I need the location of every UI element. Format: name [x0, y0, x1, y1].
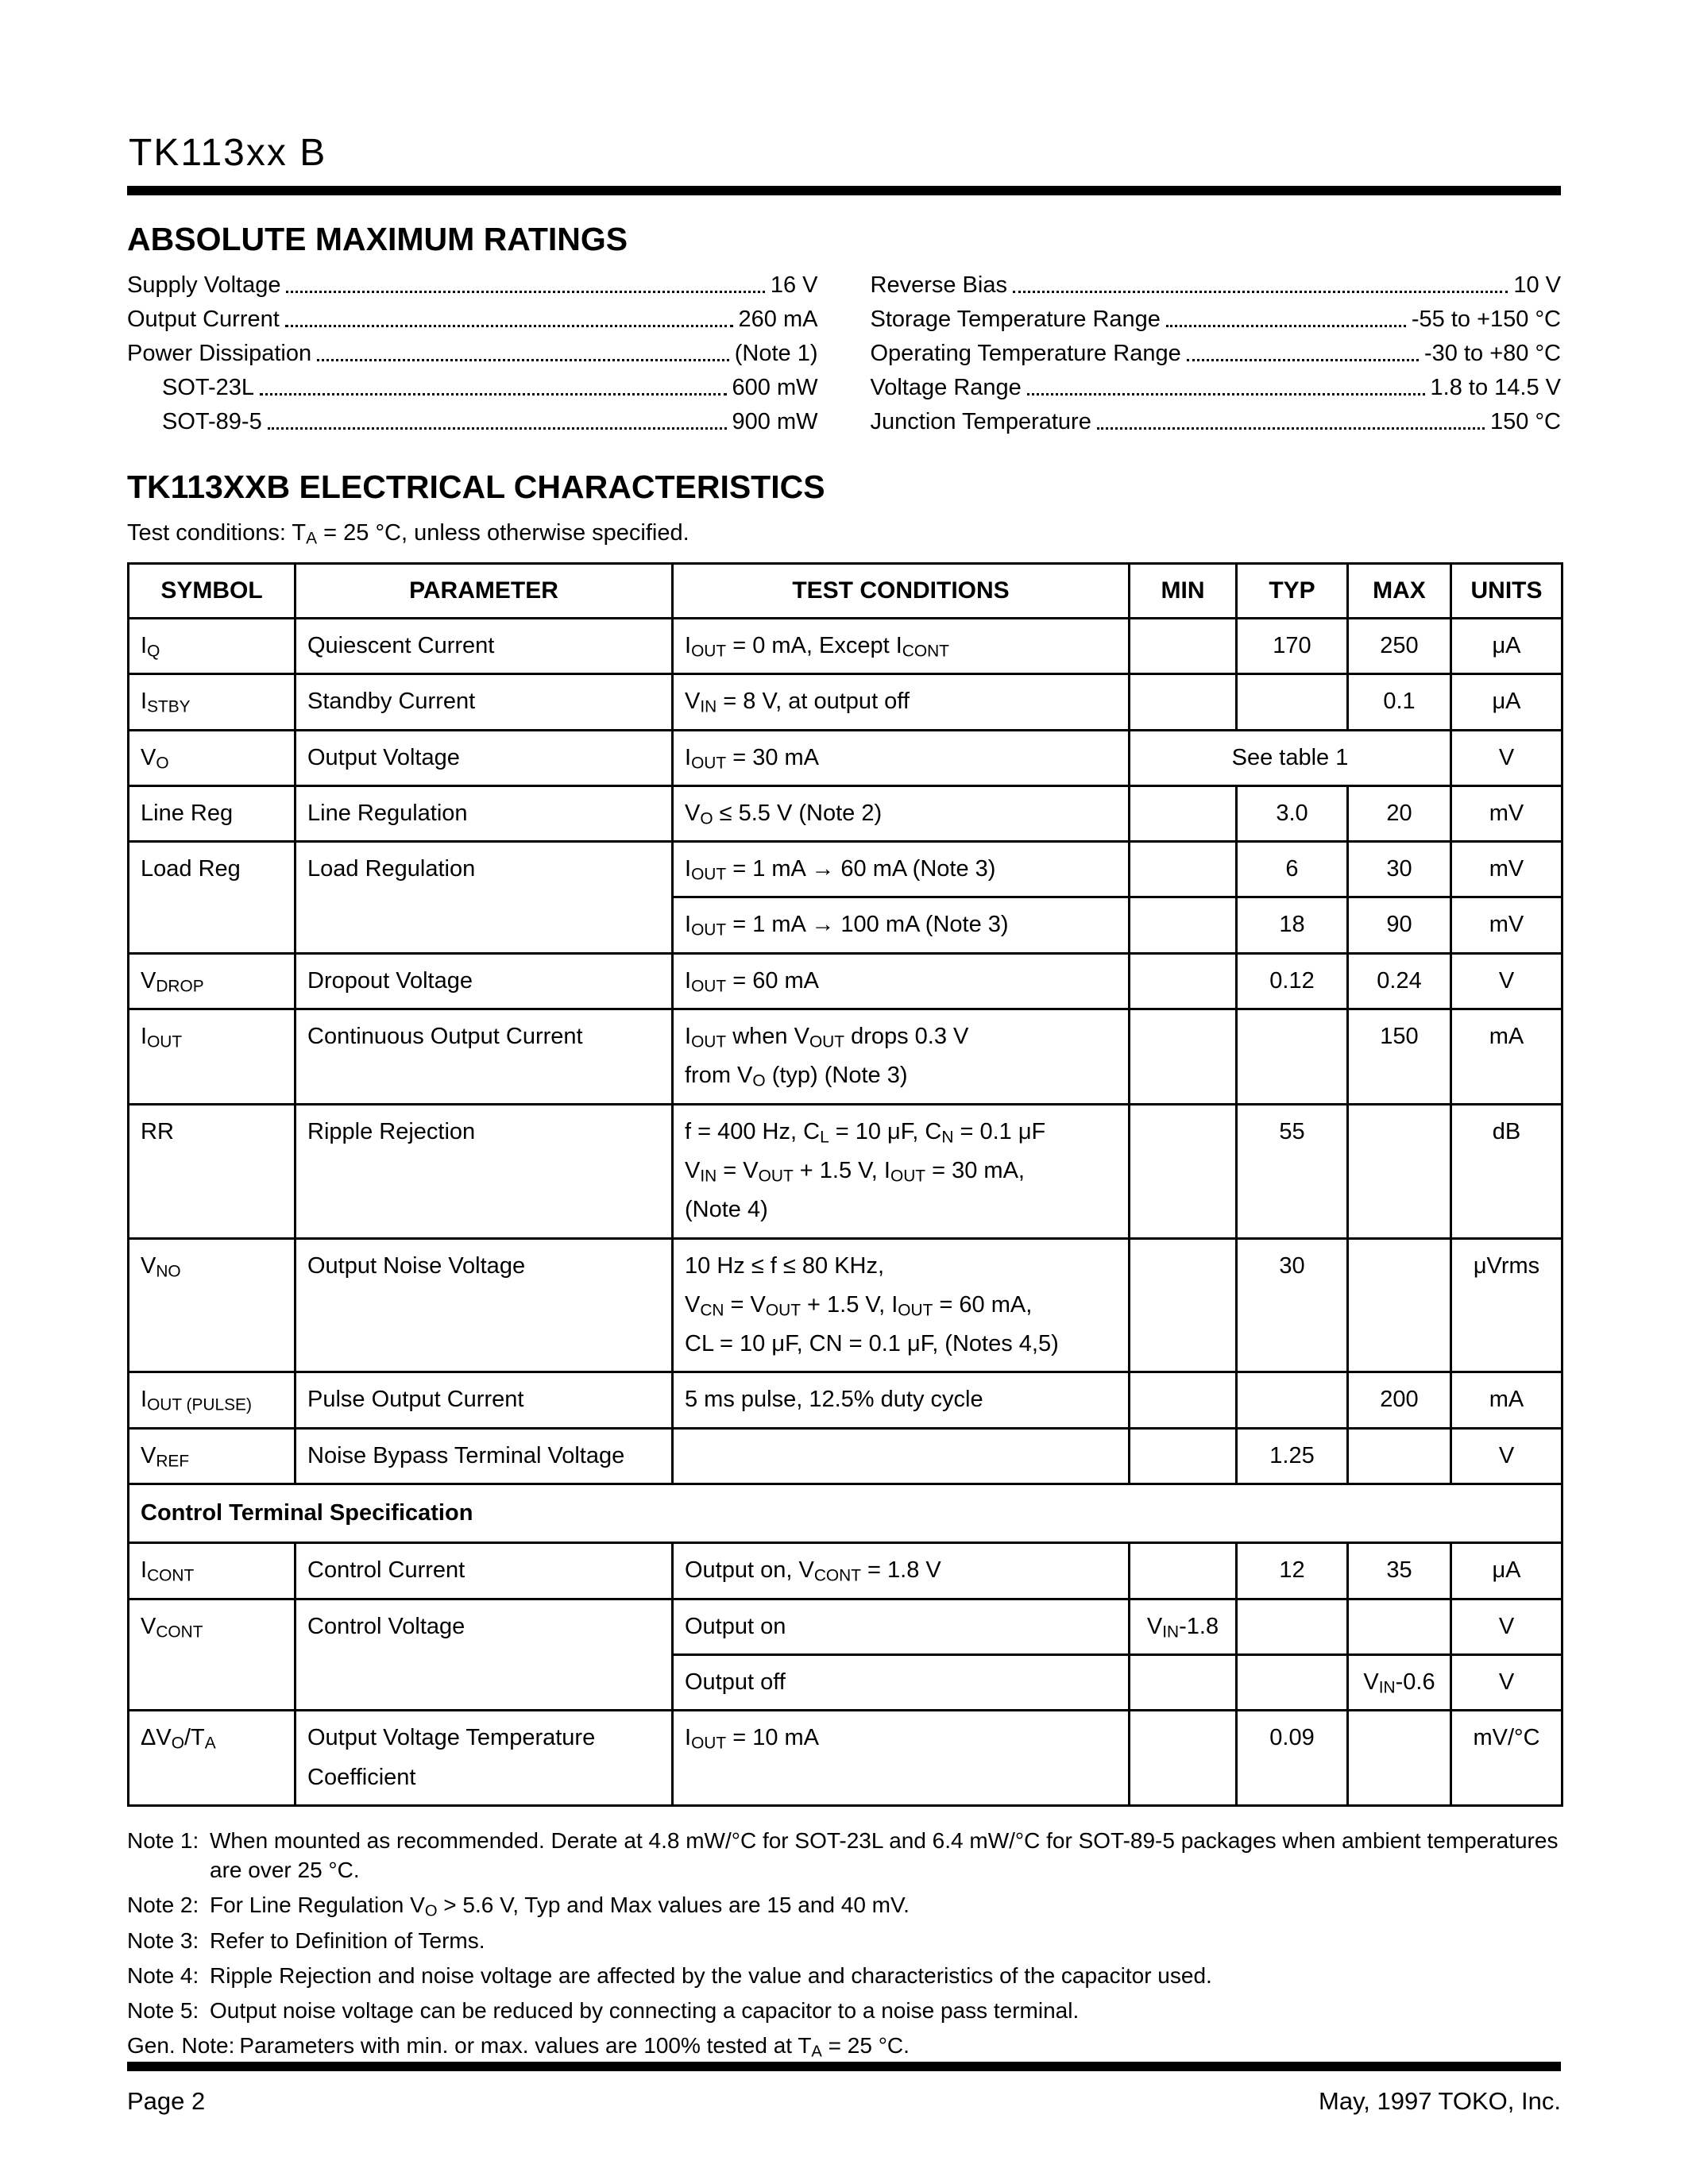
- note-label: Gen. Note:: [127, 2033, 235, 2059]
- cell-min: [1130, 619, 1237, 674]
- cell-typ: 1.25: [1237, 1428, 1348, 1484]
- section-title-electrical-characteristics: TK113XXB ELECTRICAL CHARACTERISTICS: [127, 469, 825, 505]
- page-number: Page 2: [127, 2087, 206, 2115]
- rating-value: 900 mW: [732, 409, 818, 434]
- cell-conditions: $I_{OUT} = 0$ mA, Except $I_{CONT}$: [673, 619, 1130, 674]
- rating-line: [871, 375, 1562, 401]
- cell-max: 30: [1348, 842, 1451, 897]
- cell-symbol: $V_O$: [129, 730, 295, 785]
- cell-min: [1130, 897, 1237, 953]
- table-row-line-regulation: [129, 785, 1562, 841]
- note-line-general: [127, 2031, 1561, 2060]
- table-row-ripple-rejection: [129, 1104, 1562, 1238]
- table-row-output-noise-voltage: [129, 1238, 1562, 1372]
- cell-max: 150: [1348, 1009, 1451, 1105]
- note-line-4: [127, 1961, 1561, 1990]
- cell-symbol: Line Reg: [129, 785, 295, 841]
- cell-units: dB: [1451, 1104, 1562, 1238]
- rating-label: Output Current: [127, 307, 280, 332]
- cell-symbol: $V_{CONT}$: [129, 1599, 295, 1711]
- absolute-maximum-ratings: [127, 272, 1561, 443]
- cell-conditions: 5 ms pulse, 12.5% duty cycle: [673, 1372, 1130, 1428]
- cell-max: 250: [1348, 619, 1451, 674]
- cell-units: μA: [1451, 674, 1562, 730]
- table-row-noise-bypass-terminal-voltage: [129, 1428, 1562, 1484]
- cell-min: [1130, 1104, 1237, 1238]
- cell-typ: 6: [1237, 842, 1348, 897]
- dot-leader: [1013, 291, 1508, 293]
- rating-value: -55 to +150 °C: [1411, 307, 1561, 332]
- rating-value: 16 V: [770, 272, 818, 298]
- col-header-parameter: PARAMETER: [295, 564, 673, 619]
- cell-units: V: [1451, 1599, 1562, 1654]
- cell-units: μA: [1451, 619, 1562, 674]
- table-row-control-current: [129, 1543, 1562, 1599]
- cell-min: [1130, 1428, 1237, 1484]
- cell-symbol: Load Reg: [129, 842, 295, 954]
- cell-units: mA: [1451, 1372, 1562, 1428]
- rating-label: SOT-23L: [162, 375, 255, 400]
- cell-max: 0.24: [1348, 953, 1451, 1009]
- table-row-pulse-output-current: [129, 1372, 1562, 1428]
- col-header-symbol: SYMBOL: [129, 564, 295, 619]
- cell-typ: [1237, 674, 1348, 730]
- cell-parameter: Output Voltage Temperature Coefficient: [295, 1711, 673, 1806]
- cell-symbol: $V_{REF}$: [129, 1428, 295, 1484]
- cell-typ: 30: [1237, 1238, 1348, 1372]
- cell-units: μA: [1451, 1543, 1562, 1599]
- rating-label: Supply Voltage: [127, 272, 281, 298]
- rating-line: [127, 341, 818, 367]
- cell-typ: [1237, 1654, 1348, 1710]
- rating-line: [871, 409, 1562, 435]
- note-line-5: [127, 1996, 1561, 2025]
- cell-max: 0.1: [1348, 674, 1451, 730]
- rating-value: 600 mW: [732, 375, 818, 400]
- cell-typ: 3.0: [1237, 785, 1348, 841]
- note-text: For Line Regulation $V_O > 5.6$ V, Typ and Max values are 15 and 40 mV.: [210, 1893, 910, 1920]
- cell-max: [1348, 1599, 1451, 1654]
- cell-max: 90: [1348, 897, 1451, 953]
- cell-parameter: Dropout Voltage: [295, 953, 673, 1009]
- note-text: Output noise voltage can be reduced by connecting a capacitor to a noise pass terminal.: [210, 1998, 1080, 2023]
- dot-leader: [1027, 393, 1425, 396]
- dot-leader: [1097, 427, 1485, 430]
- note-line-3: [127, 1926, 1561, 1955]
- table-row-output-voltage: [129, 730, 1562, 785]
- test-conditions-line: Test conditions: $T_A = 25$ °C, unless otherwise specified.: [127, 520, 689, 548]
- table-row-load-regulation-1: [129, 842, 1562, 897]
- cell-conditions: $I_{OUT} = 30$ mA: [673, 730, 1130, 785]
- cell-typ: [1237, 1372, 1348, 1428]
- cell-conditions: $I_{OUT}$ when $V_{OUT}$ drops 0.3 V from $V_O$ (typ) (Note 3): [673, 1009, 1130, 1105]
- cell-conditions: $I_{OUT} = 1$ mA → 100 mA (Note 3): [673, 897, 1130, 953]
- cell-units: V: [1451, 953, 1562, 1009]
- dot-leader: [268, 427, 727, 430]
- cell-min: [1130, 1238, 1237, 1372]
- cell-units: V: [1451, 1654, 1562, 1710]
- col-header-typ: TYP: [1237, 564, 1348, 619]
- rating-label: Operating Temperature Range: [870, 341, 1181, 366]
- cell-units: V: [1451, 1428, 1562, 1484]
- cell-max: [1348, 1238, 1451, 1372]
- table-row-standby-current: [129, 674, 1562, 730]
- cell-symbol: $I_{OUT}$: [129, 1009, 295, 1105]
- cell-conditions: Output on: [673, 1599, 1130, 1654]
- cell-symbol: $I_Q$: [129, 619, 295, 674]
- cell-min: [1130, 674, 1237, 730]
- cell-symbol: $V_{NO}$: [129, 1238, 295, 1372]
- table-row-quiescent-current: [129, 619, 1562, 674]
- rating-value: (Note 1): [734, 341, 818, 366]
- cell-typ: 0.12: [1237, 953, 1348, 1009]
- electrical-characteristics-table: [127, 562, 1563, 1807]
- cell-units: mA: [1451, 1009, 1562, 1105]
- cell-symbol: $V_{DROP}$: [129, 953, 295, 1009]
- cell-parameter: Load Regulation: [295, 842, 673, 954]
- cell-units: V: [1451, 730, 1562, 785]
- rating-line: [871, 341, 1562, 367]
- notes-section: [127, 1826, 1561, 2061]
- note-label: Note 3:: [127, 1927, 199, 1953]
- cell-typ: 170: [1237, 619, 1348, 674]
- cell-symbol: $I_{STBY}$: [129, 674, 295, 730]
- cell-units: mV: [1451, 785, 1562, 841]
- cell-conditions: $V_{IN} = 8$ V, at output off: [673, 674, 1130, 730]
- cell-max: [1348, 1104, 1451, 1238]
- cell-min: [1130, 1654, 1237, 1710]
- cell-min: [1130, 842, 1237, 897]
- cell-typ: [1237, 1599, 1348, 1654]
- header-rule: [127, 186, 1561, 195]
- cell-parameter: Control Voltage: [295, 1599, 673, 1711]
- rating-value: 260 mA: [738, 307, 818, 332]
- cell-parameter: Output Noise Voltage: [295, 1238, 673, 1372]
- table-row-control-voltage-1: [129, 1599, 1562, 1654]
- cell-conditions: $I_{OUT} = 10$ mA: [673, 1711, 1130, 1806]
- dot-leader: [285, 325, 733, 327]
- cell-parameter: Noise Bypass Terminal Voltage: [295, 1428, 673, 1484]
- cell-conditions: [673, 1428, 1130, 1484]
- rating-line: [127, 375, 818, 401]
- cell-max: [1348, 1711, 1451, 1806]
- col-header-test-conditions: TEST CONDITIONS: [673, 564, 1130, 619]
- cell-typ: 18: [1237, 897, 1348, 953]
- note-label: Note 1:: [127, 1827, 199, 1853]
- cell-max: 20: [1348, 785, 1451, 841]
- table-row-output-voltage-temperature-coefficient: [129, 1711, 1562, 1806]
- page-footer: [127, 2062, 1561, 2116]
- footer-copyright: May, 1997 TOKO, Inc.: [1319, 2087, 1561, 2115]
- dot-leader: [286, 291, 764, 293]
- dot-leader: [1166, 325, 1406, 327]
- dot-leader: [317, 359, 729, 361]
- note-text: Parameters with min. or max. values are 100% tested at $T_A = 25$ °C.: [239, 2033, 910, 2061]
- note-line-2: [127, 1890, 1561, 1920]
- page-title: TK113xx B: [129, 132, 327, 174]
- cell-symbol: RR: [129, 1104, 295, 1238]
- cell-min: [1130, 785, 1237, 841]
- cell-conditions: $V_O \le 5.5$ V (Note 2): [673, 785, 1130, 841]
- table-header-row: [129, 564, 1562, 619]
- cell-max: [1348, 1428, 1451, 1484]
- cell-section-header: Control Terminal Specification: [129, 1484, 1562, 1543]
- ratings-column-right: [871, 272, 1562, 443]
- cell-symbol: $\Delta V_O/T_A$: [129, 1711, 295, 1806]
- rating-value: 150 °C: [1490, 409, 1561, 434]
- cell-parameter: Quiescent Current: [295, 619, 673, 674]
- footer-rule: [127, 2062, 1561, 2071]
- cell-typ: 12: [1237, 1543, 1348, 1599]
- rating-label: Junction Temperature: [870, 409, 1091, 434]
- note-label: Note 2:: [127, 1893, 199, 1918]
- rating-label: Voltage Range: [870, 375, 1022, 400]
- rating-line: [127, 409, 818, 435]
- cell-units: μVrms: [1451, 1238, 1562, 1372]
- rating-label: SOT-89-5: [162, 409, 262, 434]
- cell-parameter: Control Current: [295, 1543, 673, 1599]
- cell-units: mV: [1451, 842, 1562, 897]
- rating-line: [871, 272, 1562, 299]
- cell-conditions: 10 Hz ≤ f ≤ 80 KHz, $V_{CN} = V_{OUT} + 1.5$ V, $I_{OUT} = 60$ mA, CL = 10 μF, CN = 0.1 μF, (Notes 4,5): [673, 1238, 1130, 1372]
- cell-parameter: Line Regulation: [295, 785, 673, 841]
- rating-value: 1.8 to 14.5 V: [1430, 375, 1561, 400]
- cell-conditions: $I_{OUT} = 60$ mA: [673, 953, 1130, 1009]
- table-row-continuous-output-current: [129, 1009, 1562, 1105]
- note-label: Note 4:: [127, 1962, 199, 1988]
- cell-min: [1130, 1009, 1237, 1105]
- cell-max: 200: [1348, 1372, 1451, 1428]
- rating-line: [127, 272, 818, 299]
- cell-parameter: Pulse Output Current: [295, 1372, 673, 1428]
- rating-value: 10 V: [1513, 272, 1561, 298]
- rating-label: Storage Temperature Range: [870, 307, 1161, 332]
- col-header-min: MIN: [1130, 564, 1237, 619]
- cell-symbol: $I_{CONT}$: [129, 1543, 295, 1599]
- cell-typ: 0.09: [1237, 1711, 1348, 1806]
- cell-typ: 55: [1237, 1104, 1348, 1238]
- table-section-row-control-terminal: [129, 1484, 1562, 1543]
- cell-units: mV: [1451, 897, 1562, 953]
- cell-min: [1130, 1543, 1237, 1599]
- col-header-max: MAX: [1348, 564, 1451, 619]
- col-header-units: UNITS: [1451, 564, 1562, 619]
- note-line-1: [127, 1826, 1561, 1885]
- cell-conditions: Output off: [673, 1654, 1130, 1710]
- rating-value: -30 to +80 °C: [1423, 341, 1561, 366]
- rating-label: Power Dissipation: [127, 341, 312, 366]
- note-text: Refer to Definition of Terms.: [210, 1927, 485, 1953]
- dot-leader: [1187, 359, 1419, 361]
- section-title-absolute-maximum-ratings: ABSOLUTE MAXIMUM RATINGS: [127, 221, 628, 257]
- table-row-dropout-voltage: [129, 953, 1562, 1009]
- rating-line: [871, 307, 1562, 333]
- cell-min: [1130, 1711, 1237, 1806]
- ratings-column-left: [127, 272, 818, 443]
- cell-min: $V_{IN}-1.8$: [1130, 1599, 1237, 1654]
- cell-units: mV/°C: [1451, 1711, 1562, 1806]
- cell-conditions: Output on, $V_{CONT} = 1.8$ V: [673, 1543, 1130, 1599]
- cell-max: 35: [1348, 1543, 1451, 1599]
- cell-max: $V_{IN}-0.6$: [1348, 1654, 1451, 1710]
- note-text: Ripple Rejection and noise voltage are affected by the value and characteristics of the capacitor used.: [210, 1962, 1212, 1988]
- cell-min: [1130, 953, 1237, 1009]
- cell-parameter: Ripple Rejection: [295, 1104, 673, 1238]
- cell-range-note: See table 1: [1130, 730, 1451, 785]
- dot-leader: [260, 393, 726, 396]
- rating-line: [127, 307, 818, 333]
- cell-parameter: Continuous Output Current: [295, 1009, 673, 1105]
- cell-symbol: $I_{OUT (PULSE)}$: [129, 1372, 295, 1428]
- note-label: Note 5:: [127, 1998, 199, 2023]
- cell-conditions: f = 400 Hz, $C_L = 10$ μF, $C_N = 0.1$ μF $V_{IN} = V_{OUT} + 1.5$ V, $I_{OUT} = 30$ mA, (Note 4): [673, 1104, 1130, 1238]
- cell-min: [1130, 1372, 1237, 1428]
- cell-conditions: $I_{OUT} = 1$ mA → 60 mA (Note 3): [673, 842, 1130, 897]
- note-text: When mounted as recommended. Derate at 4.8 mW/°C for SOT-23L and 6.4 mW/°C for SOT-89-5 packages when ambient temperatures are over 25 °C.: [210, 1827, 1559, 1883]
- cell-typ: [1237, 1009, 1348, 1105]
- cell-parameter: Standby Current: [295, 674, 673, 730]
- rating-label: Reverse Bias: [870, 272, 1007, 298]
- cell-parameter: Output Voltage: [295, 730, 673, 785]
